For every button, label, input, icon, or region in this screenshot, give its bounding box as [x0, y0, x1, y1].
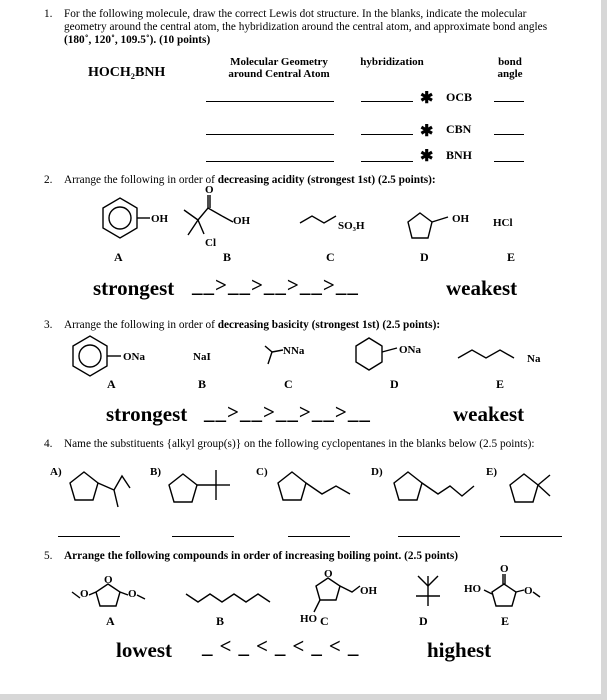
- q4-blank-a[interactable]: [58, 536, 120, 537]
- svg-text:Cl: Cl: [205, 237, 216, 249]
- q3-label-b: B: [198, 377, 207, 391]
- q2-label-e: E: [507, 250, 516, 264]
- q2-text: Arrange the following in order of decreasing acidity (strongest 1st) (2.5 points):: [64, 174, 436, 186]
- q4-blank-d[interactable]: [398, 536, 460, 537]
- q3-label-a: A: [107, 377, 116, 391]
- q2-label-b: B: [223, 250, 232, 264]
- svg-text:O: O: [324, 568, 333, 580]
- star-icon: ✱: [420, 148, 434, 165]
- q1-col-geometry: Molecular Geometry around Central Atom: [228, 56, 330, 80]
- q4-structures: [0, 462, 607, 532]
- q4-text: Name the substituents {alkyl group(s)} on the following cyclopentanes in the blanks below (2.5 points):: [64, 438, 535, 450]
- q5-label-d: D: [419, 614, 428, 628]
- q3-label-c: C: [284, 377, 293, 391]
- q1-text-line3: (180˚, 120˚, 109.5˚). (10 points): [64, 34, 211, 46]
- q5-text: Arrange the following compounds in order of increasing boiling point. (2.5 points): [64, 550, 459, 562]
- svg-text:NNa: NNa: [283, 345, 305, 357]
- q5-structures: [0, 562, 607, 632]
- svg-text:O: O: [524, 585, 533, 597]
- q5-lowest: lowest: [116, 638, 172, 662]
- q3-text: Arrange the following in order of decreasing basicity (strongest 1st) (2.5 points):: [64, 319, 441, 331]
- q1-row-label-2: CBN: [446, 122, 472, 136]
- q4-label-d: D): [371, 466, 383, 478]
- q5-order-blanks[interactable]: _<_<_<_<_: [202, 634, 366, 658]
- q5-number: 5.: [44, 550, 53, 562]
- q2-number: 2.: [44, 174, 53, 186]
- svg-text:HO: HO: [300, 613, 318, 625]
- svg-text:HCl: HCl: [493, 217, 513, 229]
- svg-text:O: O: [500, 563, 509, 575]
- star-icon: ✱: [420, 90, 434, 107]
- q1-geometry-blank-1[interactable]: [206, 101, 334, 102]
- svg-text:OH: OH: [452, 213, 470, 225]
- svg-text:O: O: [128, 588, 137, 600]
- star-icon: ✱: [420, 123, 434, 140]
- q2-label-c: C: [326, 250, 335, 264]
- q3-strongest: strongest: [106, 402, 188, 426]
- q3-structures: [0, 328, 607, 388]
- q4-blank-e[interactable]: [500, 536, 562, 537]
- q5-label-a: A: [106, 614, 115, 628]
- q1-geometry-blank-3[interactable]: [206, 161, 334, 162]
- q4-blank-b[interactable]: [172, 536, 234, 537]
- svg-text:NaI: NaI: [193, 351, 211, 363]
- q2-strongest: strongest: [93, 276, 175, 300]
- q2-oh-a: OH: [151, 213, 169, 225]
- q4-blank-c[interactable]: [288, 536, 350, 537]
- q5-highest: highest: [427, 638, 492, 662]
- q4-label-c: C): [256, 466, 268, 478]
- q4-label-b: B): [150, 466, 161, 478]
- q5-label-b: B: [216, 614, 225, 628]
- svg-text:O: O: [104, 574, 113, 586]
- q1-hybrid-blank-1[interactable]: [361, 101, 413, 102]
- svg-text:O: O: [205, 184, 214, 196]
- svg-text:SO₃H: SO₃H: [338, 220, 365, 232]
- q4-number: 4.: [44, 438, 53, 450]
- q1-hybrid-blank-3[interactable]: [361, 161, 413, 162]
- q5-label-e: E: [501, 614, 510, 628]
- q2-weakest: weakest: [446, 276, 518, 300]
- q4-label-e: E): [486, 466, 497, 478]
- q1-angle-blank-1[interactable]: [494, 101, 524, 102]
- svg-text:ONa: ONa: [399, 344, 421, 356]
- q3-number: 3.: [44, 319, 53, 331]
- q3-label-e: E: [496, 377, 505, 391]
- q3-order-blanks[interactable]: __>__>__>__>__: [204, 400, 371, 424]
- q1-text-line1: For the following molecule, draw the correct Lewis dot structure. In the blanks, indicate the molecular: [64, 8, 527, 20]
- page-edge-right: [601, 0, 607, 700]
- q1-molecule: HOCH₂BNH: [88, 65, 166, 80]
- q2-label-d: D: [420, 250, 429, 264]
- svg-text:O: O: [80, 588, 89, 600]
- q1-angle-blank-3[interactable]: [494, 161, 524, 162]
- q2-structures: [0, 180, 607, 280]
- q1-row-label-1: OCB: [446, 90, 473, 104]
- q1-text-line2: geometry around the central atom, the hybridization around the central atom, and approximate bond angles: [64, 21, 548, 33]
- svg-text:Na: Na: [527, 353, 541, 365]
- q2-order-blanks[interactable]: __>__>__>__>__: [192, 273, 359, 297]
- svg-text:OH: OH: [360, 585, 378, 597]
- q3-weakest: weakest: [453, 402, 525, 426]
- q1-number: 1.: [44, 8, 53, 20]
- q5-label-c: C: [320, 614, 329, 628]
- q4-label-a: A): [50, 466, 62, 478]
- svg-text:ONa: ONa: [123, 351, 145, 363]
- svg-text:OH: OH: [233, 215, 251, 227]
- q1-col-hybrid: hybridization: [360, 56, 424, 68]
- q1-row-label-3: BNH: [446, 148, 473, 162]
- q1-geometry-blank-2[interactable]: [206, 134, 334, 135]
- q1-angle-blank-2[interactable]: [494, 134, 524, 135]
- q1-col-bond: bond angle: [497, 56, 523, 80]
- svg-text:HO: HO: [464, 583, 482, 595]
- page-edge-bottom: [0, 694, 607, 700]
- q2-label-a: A: [114, 250, 123, 264]
- q1-hybrid-blank-2[interactable]: [361, 134, 413, 135]
- q3-label-d: D: [390, 377, 399, 391]
